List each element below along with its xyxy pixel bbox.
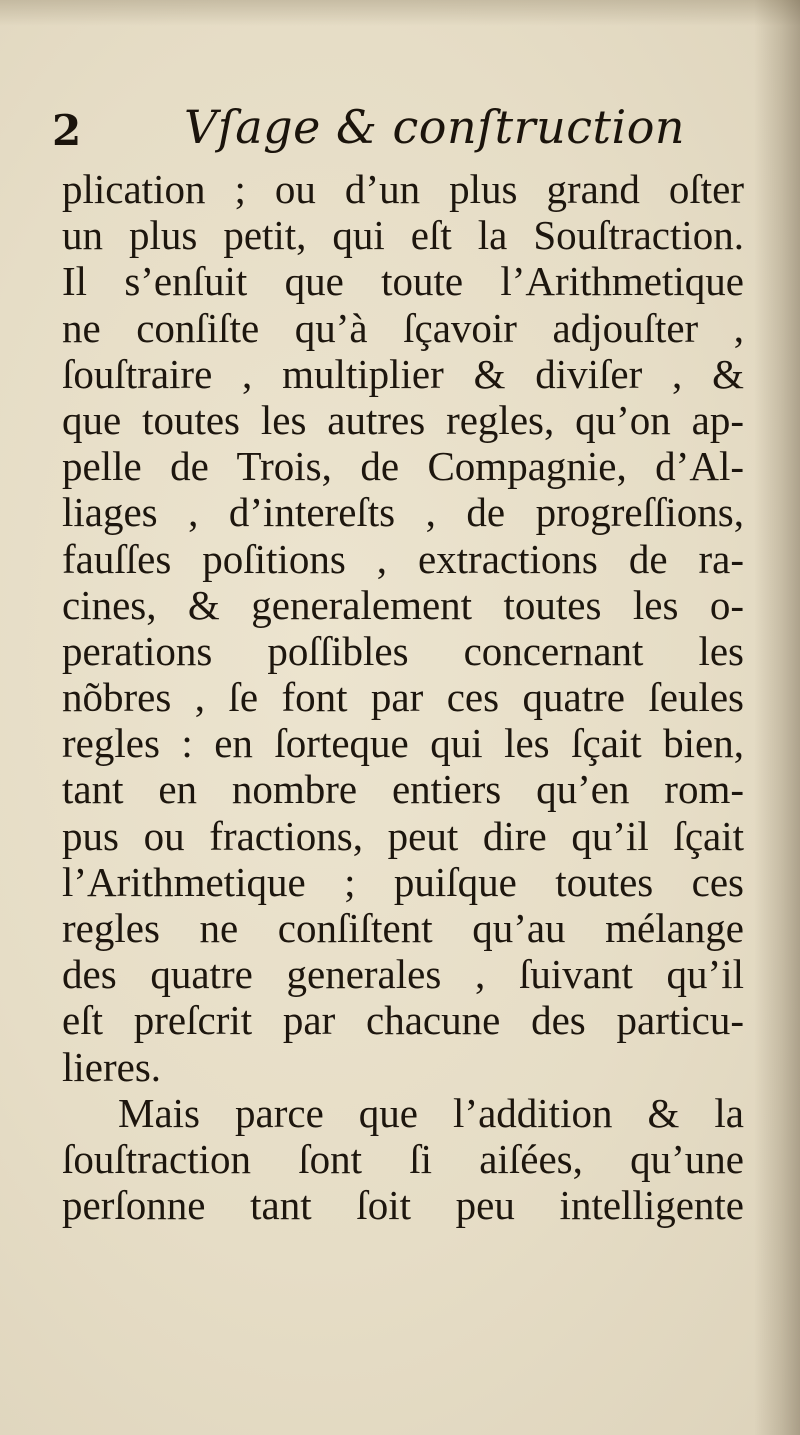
text-line: liages , d’intereſts , de progreſſions, (62, 489, 744, 536)
text-line: tant en nombre entiers qu’en rom- (62, 766, 744, 813)
text-line: plication ; ou d’un plus grand oſter (62, 166, 744, 212)
text-line: des quatre generales , ſuivant qu’il (62, 951, 744, 998)
text-line: Mais parce que l’addition & la (118, 1089, 744, 1136)
text-line: perſonne tant ſoit peu intelligente (62, 1182, 744, 1229)
text-line: que toutes les autres regles, qu’on ap- (62, 396, 744, 443)
text-line: cines, & generalement toutes les o- (62, 581, 744, 628)
body-text (62, 166, 744, 1228)
page-top-shadow (0, 0, 800, 26)
paragraph-1 (62, 166, 744, 1090)
text-line: eſt preſcrit par chacune des particu- (62, 997, 744, 1044)
text-line: l’Arithmetique ; puiſque toutes ces (62, 858, 744, 905)
page-header (52, 100, 692, 170)
text-line: ſouſtraire , multiplier & diviſer , & (62, 350, 744, 397)
text-line: ne conſiſte qu’à ſçavoir adjouſter , (62, 304, 744, 351)
text-line: regles ne conſiſtent qu’au mélange (62, 905, 744, 951)
text-line: fauſſes poſitions , extractions de ra- (62, 535, 744, 582)
text-line: ſouſtraction ſont ſi aiſées, qu’une (62, 1135, 744, 1182)
page-number: 2 (52, 106, 82, 155)
page-gutter-shadow (754, 0, 800, 1435)
running-title: Vſage & conſtruction (184, 100, 686, 154)
text-line: un plus petit, qui eſt la Souſtraction. (62, 212, 744, 259)
text-line: pus ou fractions, peut dire qu’il ſçait (62, 812, 744, 859)
text-line: pelle de Trois, de Compagnie, d’Al- (62, 443, 744, 490)
text-line: perations poſſibles concernant les (62, 627, 744, 674)
text-line: lieres. (62, 1043, 162, 1090)
paragraph-2 (62, 1090, 744, 1229)
text-line: nõbres , ſe font par ces quatre ſeules (62, 674, 744, 721)
text-line: Il s’enſuit que toute l’Arithmetique (62, 258, 744, 305)
text-line: regles : en ſorteque qui les ſçait bien, (62, 720, 744, 767)
